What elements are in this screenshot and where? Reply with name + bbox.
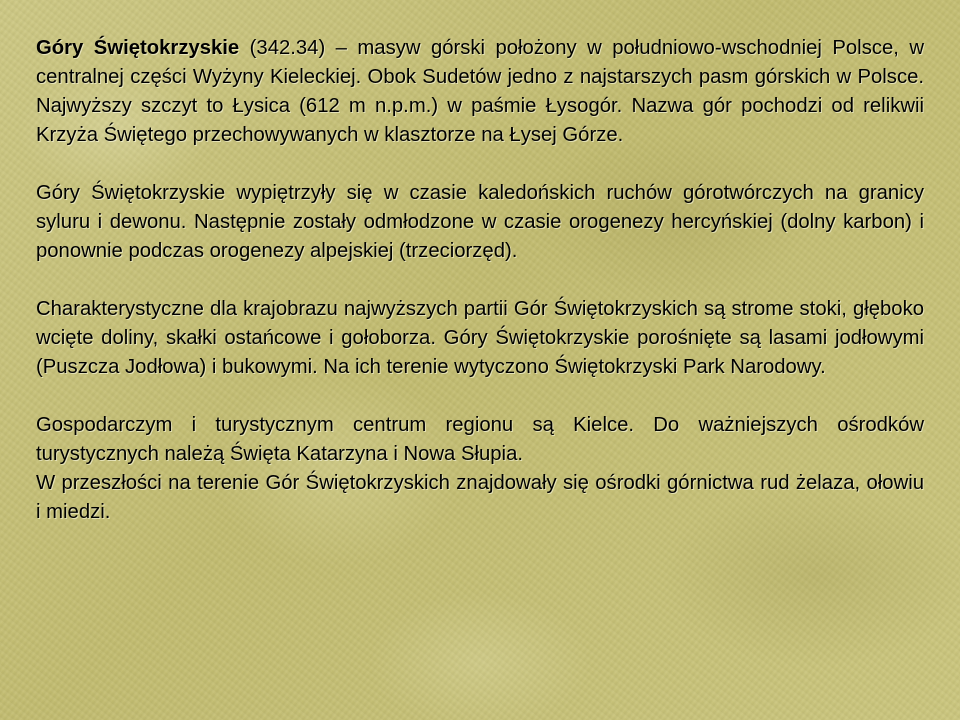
paragraph-geology: Góry Świętokrzyskie wypiętrzyły się w czasie kaledońskich ruchów górotwórczych na granicy syluru i dewonu. Następnie zostały odmłodzone w czasie orogenezy hercyńskiej (dolny karbon) i ponownie podczas orogenezy alpejskiej (trzeciorzęd).: [36, 182, 924, 262]
paragraph-landscape: Charakterystyczne dla krajobrazu najwyższych partii Gór Świętokrzyskich są strome stoki, głęboko wcięte doliny, skałki ostańcowe i gołoborza. Góry Świętokrzyskie porośnięte są lasami jodłowymi (Puszcza Jodłowa) i bukowymi. Na ich terenie wytyczono Świętokrzyski Park Narodowy.: [36, 298, 924, 378]
slide-text-body: [36, 34, 924, 556]
paragraph-mining: W przeszłości na terenie Gór Świętokrzyskich znajdowały się ośrodki górnictwa rud żelaza, ołowiu i miedzi.: [36, 472, 924, 523]
intro-term: Góry Świętokrzyskie: [36, 37, 240, 59]
intro-text: (342.34) – masyw górski położony w południowo-wschodniej Polsce, w centralnej części Wyżyny Kieleckiej. Obok Sudetów jedno z najstarszych pasm górskich w Polsce. Najwyższy szczyt to Łysica (612 m n.p.m.) w paśmie Łysogór. Nazwa gór pochodzi od relikwii Krzyża Świętego przechowywanych w klasztorze na Łysej Górze.: [36, 37, 924, 146]
paragraph-tourism: Gospodarczym i turystycznym centrum regionu są Kielce. Do ważniejszych ośrodków turystycznych należą Święta Katarzyna i Nowa Słupia.: [36, 414, 924, 465]
paragraph-intro: [36, 34, 924, 150]
